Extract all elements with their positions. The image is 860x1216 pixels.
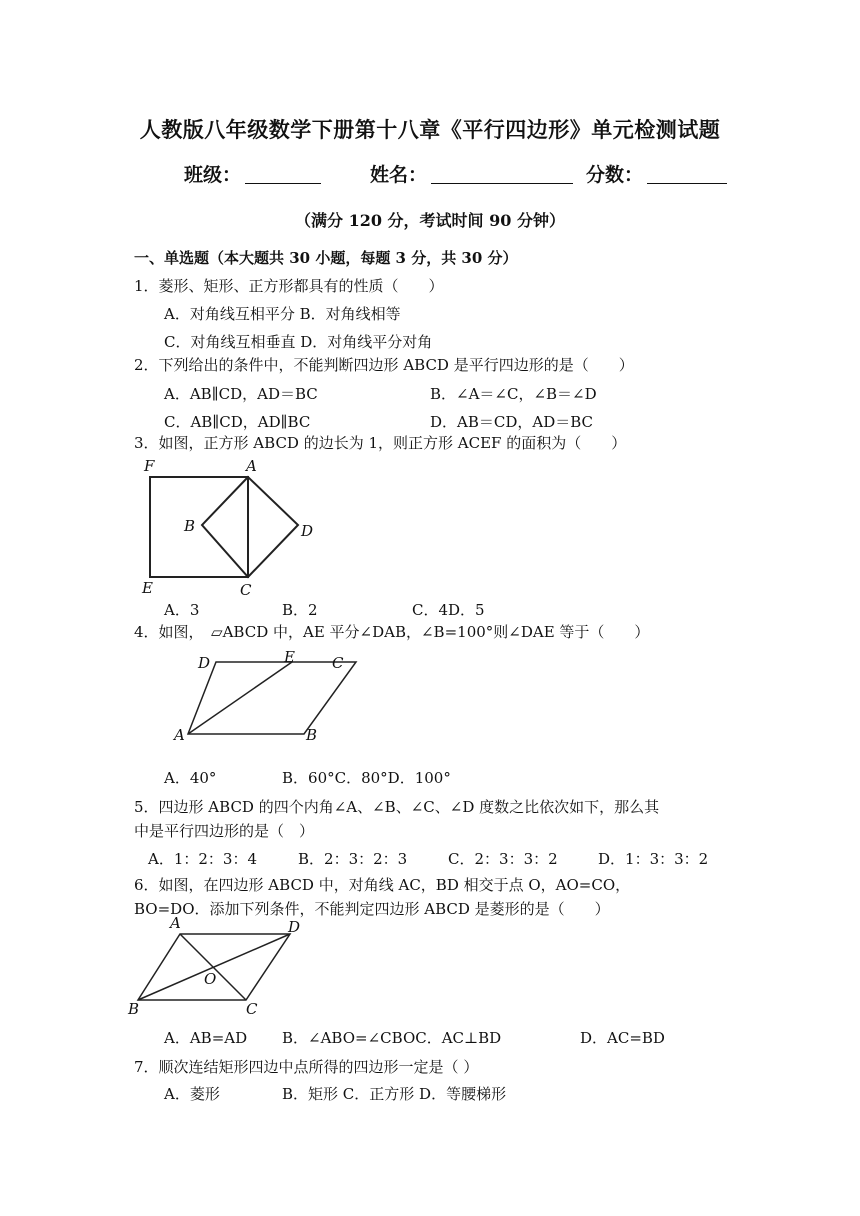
label-a: A [170,914,181,932]
exam-note: （满分 120 分，考试时间 90 分钟） [295,211,565,230]
label-f: F [144,457,155,475]
label-c: C [246,1000,258,1018]
q7-option-a: A．菱形 [164,1085,220,1103]
q6-option-a: A．AB=AD [164,1029,248,1047]
label-b: B [128,1000,140,1018]
q1-options-ab: A．对角线互相平分 B．对角线相等 [164,305,401,323]
section-heading: 一、单选题（本大题共 30 小题，每题 3 分，共 30 分） [134,249,518,267]
label-e: E [284,648,295,666]
q2-stem: 2．下列给出的条件中，不能判断四边形 ABCD 是平行四边形的是（ ） [134,356,634,374]
q3-option-a: A．3 [164,601,200,619]
q1-options-cd: C．对角线互相垂直 D．对角线平分对角 [164,333,433,351]
class-label: 班级： [184,164,242,186]
score-blank [647,165,727,184]
q6-figure [126,914,312,1018]
label-o: O [204,970,217,988]
q7-options-bcd: B．矩形 C．正方形 D．等腰梯形 [282,1085,507,1103]
name-blank [431,165,573,184]
label-c: C [240,581,252,597]
segment-ae [188,662,292,734]
label-d: D [288,918,301,936]
q3-figure [130,455,330,597]
name-field [370,160,573,187]
q5-stem-line1: 5．四边形 ABCD 的四个内角∠A、∠B、∠C、∠D 度数之比依次如下，那么其 [134,798,660,816]
parallelogram-abcd [188,662,356,734]
label-e: E [142,579,153,597]
q4-options-bcd: B．60°C．80°D．100° [282,769,451,787]
square-abcd [202,477,298,577]
q3-stem: 3．如图，正方形 ABCD 的边长为 1，则正方形 ACEF 的面积为（ ） [134,434,627,452]
q6-option-d: D．AC=BD [580,1029,665,1047]
label-b: B [306,726,318,744]
label-a: A [174,726,185,744]
score-label: 分数： [586,164,644,186]
score-field [586,160,727,187]
q5-stem-line2: 中是平行四边形的是（ ） [134,822,315,840]
q5-option-a: A．1：2：3：4 [148,850,258,868]
q2-option-a: A．AB∥CD，AD＝BC [164,385,318,403]
q5-option-b: B．2：3：2：3 [298,850,408,868]
label-b: B [184,517,196,535]
class-field [184,160,321,187]
q6-stem-line1: 6．如图，在四边形 ABCD 中，对角线 AC，BD 相交于点 O，AO=CO， [134,876,631,894]
label-d: D [198,654,211,672]
class-blank [245,165,321,184]
label-c: C [332,654,344,672]
name-label: 姓名： [370,164,428,186]
q6-options-bc: B．∠ABO=∠CBOC．AC⊥BD [282,1029,502,1047]
q3-option-b: B．2 [282,601,318,619]
label-d: D [301,522,314,540]
q6-stem-line2: BO=DO．添加下列条件，不能判定四边形 ABCD 是菱形的是（ ） [134,900,610,918]
q2-option-d: D．AB＝CD，AD＝BC [430,413,594,431]
q3-options-cd: C．4D．5 [412,601,485,619]
page-title: 人教版八年级数学下册第十八章《平行四边形》单元检测试题 [139,117,721,142]
q5-option-d: D．1：3：3：2 [598,850,709,868]
q1-stem: 1．菱形、矩形、正方形都具有的性质（ ） [134,277,444,295]
q5-option-c: C．2：3：3：2 [448,850,558,868]
q4-stem: 4．如图， ▱ABCD 中，AE 平分∠DAB，∠B=100°则∠DAE 等于（ ） [134,623,650,641]
q2-option-c: C．AB∥CD，AD∥BC [164,413,311,431]
q4-figure [170,648,360,748]
q2-option-b: B．∠A＝∠C，∠B＝∠D [430,385,597,403]
label-a: A [246,457,257,475]
q7-stem: 7．顺次连结矩形四边中点所得的四边形一定是（ ） [134,1058,479,1076]
q4-option-a: A．40° [164,769,217,787]
